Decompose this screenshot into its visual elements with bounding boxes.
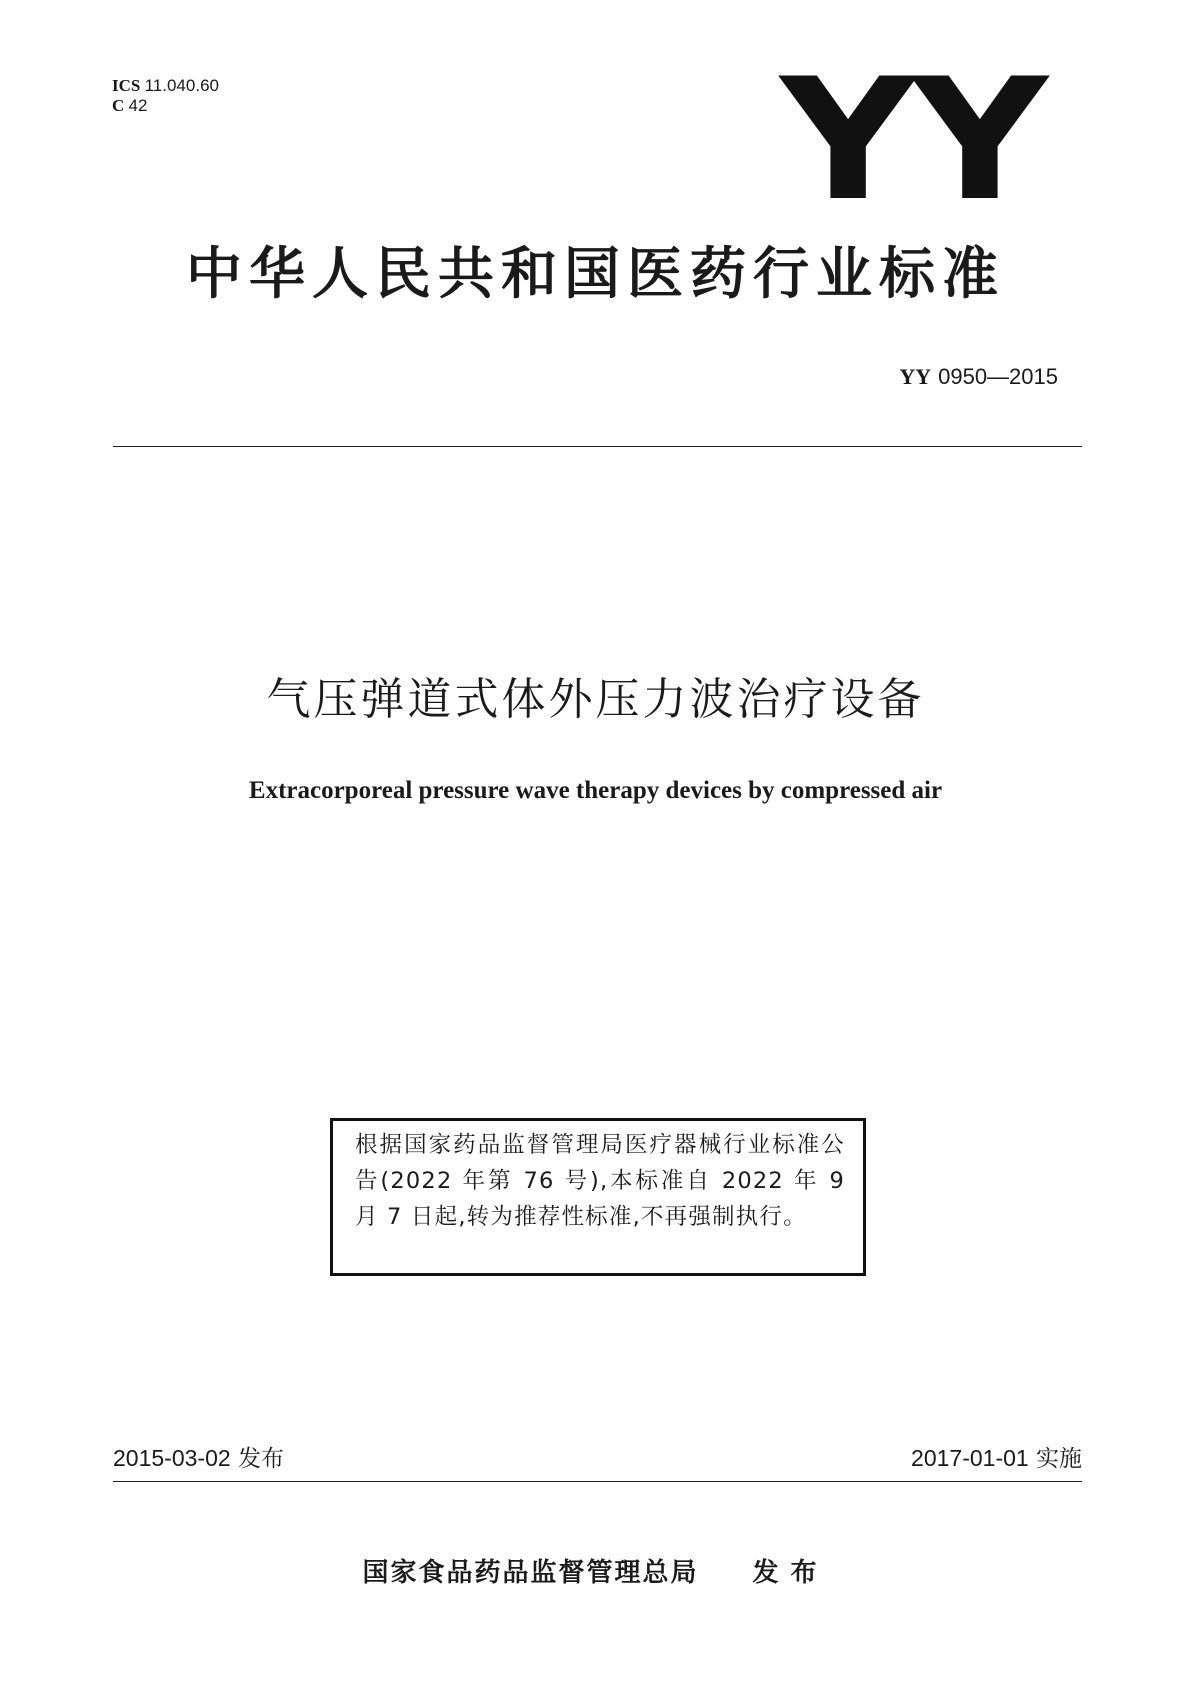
implementation-date-value: 2017-01-01	[911, 1445, 1029, 1471]
issuer-action: 发布	[752, 1558, 829, 1588]
ccs-code	[112, 96, 219, 116]
top-divider	[113, 446, 1082, 447]
ics-value: 11.040.60	[144, 76, 219, 95]
document-title-chinese: 气压弹道式体外压力波治疗设备	[266, 674, 925, 725]
ccs-value: 42	[128, 96, 148, 115]
issuer-organization: 国家食品药品监督管理总局	[362, 1558, 699, 1588]
implementation-date	[911, 1443, 1082, 1474]
classification-codes	[112, 76, 219, 116]
notice-box	[330, 1118, 866, 1276]
notice-text: 根据国家药品监督管理局医疗器械行业标准公告(2022 年第 76 号),本标准自 2022 年 9 月 7 日起,转为推荐性标准,不再强制执行。	[355, 1132, 845, 1230]
publication-date-label: 发布	[237, 1446, 284, 1472]
yy-logo: YY	[780, 42, 1044, 238]
standard-number-prefix: YY	[899, 364, 932, 389]
ics-code	[112, 76, 219, 96]
issuer	[0, 1555, 1191, 1591]
implementation-date-label: 实施	[1036, 1446, 1082, 1472]
ics-label: ICS	[112, 76, 141, 95]
standard-title: 中华人民共和国医药行业标准	[186, 242, 1005, 307]
standard-number-value: 0950—2015	[938, 364, 1058, 389]
document-title-english: Extracorporeal pressure wave therapy devices by compressed air	[248, 777, 943, 804]
ccs-label: C	[112, 96, 125, 115]
publication-date-value: 2015-03-02	[113, 1445, 231, 1471]
publication-date	[113, 1443, 284, 1474]
bottom-divider	[113, 1481, 1082, 1482]
standard-number	[899, 364, 1058, 391]
